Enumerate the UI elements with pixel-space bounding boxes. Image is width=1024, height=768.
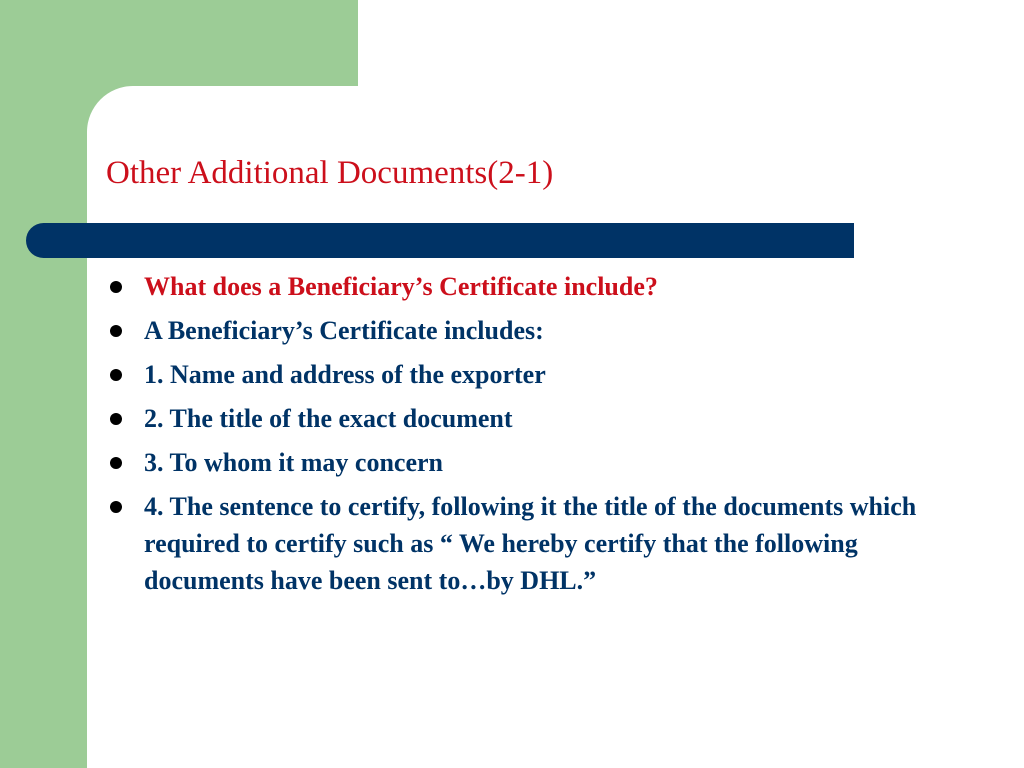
bullet-item-2 (108, 400, 958, 437)
bullet-dot-icon (110, 369, 122, 381)
bullet-item-4 (108, 488, 958, 599)
title-underline-bar (26, 223, 854, 258)
bullet-item-1 (108, 356, 958, 393)
bullet-item-3 (108, 444, 958, 481)
bullet-text: 4. The sentence to certify, following it the title of the documents which required to certify such as “ We hereby certify that the following documents have been sent to…by DHL.” (144, 492, 917, 595)
bullet-text: 3. To whom it may concern (144, 448, 443, 477)
bullet-dot-icon (110, 281, 122, 293)
panel-top-extension (358, 0, 1024, 86)
bullet-item-intro (108, 312, 958, 349)
bullet-text: A Beneficiary’s Certificate includes: (144, 316, 544, 345)
bullet-text: 1. Name and address of the exporter (144, 360, 546, 389)
slide-title: Other Additional Documents(2-1) (106, 155, 554, 191)
bullet-dot-icon (110, 325, 122, 337)
bullet-dot-icon (110, 501, 122, 513)
bullet-item-question (108, 268, 958, 305)
bullet-text: 2. The title of the exact document (144, 404, 513, 433)
bullet-list (108, 268, 958, 606)
bullet-text: What does a Beneficiary’s Certificate include? (144, 272, 658, 301)
bullet-dot-icon (110, 413, 122, 425)
bullet-dot-icon (110, 457, 122, 469)
